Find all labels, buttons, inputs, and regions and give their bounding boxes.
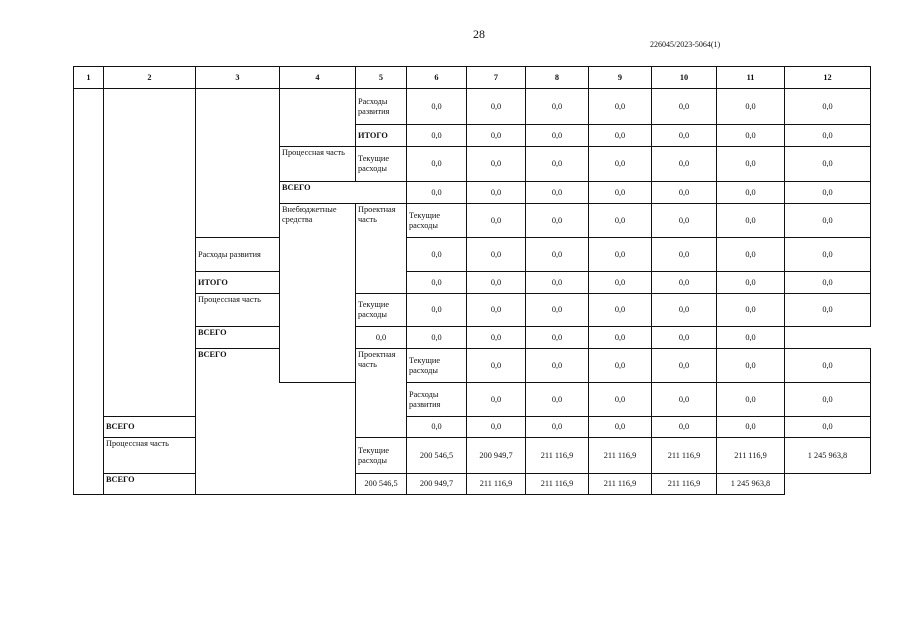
value-cell: 0,0 [407,417,467,438]
value-cell: 0,0 [467,125,526,147]
value-cell: 0,0 [526,125,589,147]
column-header: 12 [785,67,871,89]
value-cell: 0,0 [407,238,467,272]
value-cell: 0,0 [589,417,652,438]
value-cell: 0,0 [785,238,871,272]
value-cell: 0,0 [717,182,785,204]
value-cell: 1 245 963,8 [785,438,871,474]
value-cell: 0,0 [526,272,589,294]
expense-type-cell: Текущие расходы [356,147,407,182]
value-cell: 0,0 [467,89,526,125]
value-cell: 0,0 [717,349,785,383]
value-cell: 211 116,9 [652,474,717,495]
vsego-label: ВСЕГО [104,417,196,438]
column-header: 11 [717,67,785,89]
value-cell: 0,0 [407,272,467,294]
value-cell: 0,0 [589,125,652,147]
value-cell: 0,0 [785,417,871,438]
vsego-label: ВСЕГО [104,474,280,495]
value-cell: 0,0 [526,327,589,349]
value-cell: 0,0 [589,89,652,125]
value-cell: 0,0 [467,182,526,204]
value-cell: 0,0 [526,238,589,272]
table-row [74,438,871,474]
value-cell: 211 116,9 [467,474,526,495]
value-cell: 200 546,5 [407,438,467,474]
value-cell: 0,0 [407,294,467,327]
value-cell: 0,0 [526,182,589,204]
value-cell: 0,0 [467,147,526,182]
value-cell: 0,0 [717,272,785,294]
value-cell: 0,0 [652,125,717,147]
column-header: 7 [467,67,526,89]
value-cell: 0,0 [652,182,717,204]
value-cell: 0,0 [717,147,785,182]
value-cell: 0,0 [785,182,871,204]
value-cell: 0,0 [467,272,526,294]
value-cell: 0,0 [785,125,871,147]
value-cell: 0,0 [785,383,871,417]
column-header: 1 [74,67,104,89]
value-cell: 0,0 [717,294,785,327]
value-cell: 0,0 [467,327,526,349]
value-cell: 200 546,5 [356,474,407,495]
funding-source-label: Внебюджетные средства [280,204,356,383]
value-cell: 0,0 [652,204,717,238]
value-cell: 0,0 [467,238,526,272]
value-cell: 0,0 [526,383,589,417]
value-cell: 0,0 [467,294,526,327]
value-cell: 0,0 [407,147,467,182]
vsego-label: ВСЕГО [280,182,407,204]
column-1-cell [74,89,104,495]
value-cell: 0,0 [589,182,652,204]
value-cell: 0,0 [785,89,871,125]
value-cell: 0,0 [407,327,467,349]
grand-total-label: ВСЕГО [196,349,356,495]
value-cell: 0,0 [785,272,871,294]
value-cell: 211 116,9 [589,474,652,495]
value-cell: 0,0 [589,294,652,327]
part-label: Процессная часть [196,294,280,327]
value-cell: 0,0 [652,383,717,417]
value-cell: 0,0 [407,182,467,204]
value-cell: 0,0 [467,417,526,438]
value-cell: 200 949,7 [467,438,526,474]
value-cell: 0,0 [589,147,652,182]
part-label: Проектная часть [356,349,407,438]
value-cell: 0,0 [467,383,526,417]
value-cell: 0,0 [785,294,871,327]
value-cell: 0,0 [589,327,652,349]
budget-table [73,66,871,495]
column-header: 9 [589,67,652,89]
column-header: 6 [407,67,467,89]
column-header: 4 [280,67,356,89]
value-cell: 0,0 [652,327,717,349]
page-number: 28 [473,27,485,41]
itogo-label: ИТОГО [356,125,407,147]
value-cell: 0,0 [717,125,785,147]
itogo-label: ИТОГО [196,272,280,294]
value-cell: 211 116,9 [717,438,785,474]
column-header: 2 [104,67,196,89]
value-cell: 0,0 [589,238,652,272]
column-header: 3 [196,67,280,89]
value-cell: 0,0 [785,204,871,238]
value-cell: 0,0 [589,349,652,383]
value-cell: 0,0 [652,417,717,438]
value-cell: 0,0 [785,349,871,383]
column-3-cell [196,89,280,238]
value-cell: 0,0 [467,204,526,238]
value-cell: 0,0 [717,89,785,125]
column-4-cell [280,89,356,147]
value-cell: 0,0 [526,204,589,238]
value-cell: 0,0 [526,294,589,327]
value-cell: 0,0 [652,147,717,182]
table-row [74,89,871,125]
value-cell: 0,0 [407,125,467,147]
value-cell: 0,0 [717,204,785,238]
part-label: Процессная часть [280,147,356,182]
column-2-cell [104,89,196,417]
value-cell: 0,0 [526,89,589,125]
value-cell: 0,0 [356,327,407,349]
document-code: 226045/2023-5064(1) [650,40,721,49]
value-cell: 0,0 [589,383,652,417]
value-cell: 0,0 [526,417,589,438]
expense-type-cell: Текущие расходы [407,349,467,383]
value-cell: 0,0 [526,147,589,182]
expense-type-cell: Текущие расходы [407,204,467,238]
value-cell: 0,0 [407,89,467,125]
vsego-label: ВСЕГО [196,327,356,349]
column-header: 10 [652,67,717,89]
expense-type-cell: Расходы развития [356,89,407,125]
value-cell: 0,0 [589,204,652,238]
value-cell: 0,0 [717,417,785,438]
value-cell: 211 116,9 [526,474,589,495]
part-label: Проектная часть [356,204,407,294]
value-cell: 0,0 [717,383,785,417]
value-cell: 211 116,9 [526,438,589,474]
value-cell: 0,0 [785,147,871,182]
value-cell: 0,0 [652,272,717,294]
header-row [74,67,871,89]
column-header: 5 [356,67,407,89]
value-cell: 0,0 [717,238,785,272]
value-cell: 0,0 [717,327,785,349]
part-label: Процессная часть [104,438,196,474]
value-cell: 0,0 [589,272,652,294]
value-cell: 0,0 [652,294,717,327]
table-row [74,417,871,438]
expense-type-cell: Текущие расходы [356,294,407,327]
value-cell: 211 116,9 [589,438,652,474]
value-cell: 0,0 [652,89,717,125]
value-cell: 1 245 963,8 [717,474,785,495]
value-cell: 200 949,7 [407,474,467,495]
column-header: 8 [526,67,589,89]
expense-type-cell: Расходы развития [196,238,280,272]
value-cell: 0,0 [467,349,526,383]
expense-type-cell: Расходы развития [407,383,467,417]
value-cell: 0,0 [652,238,717,272]
table-row [74,474,871,495]
value-cell: 0,0 [526,349,589,383]
value-cell: 0,0 [652,349,717,383]
value-cell: 211 116,9 [652,438,717,474]
expense-type-cell: Текущие расходы [356,438,407,474]
